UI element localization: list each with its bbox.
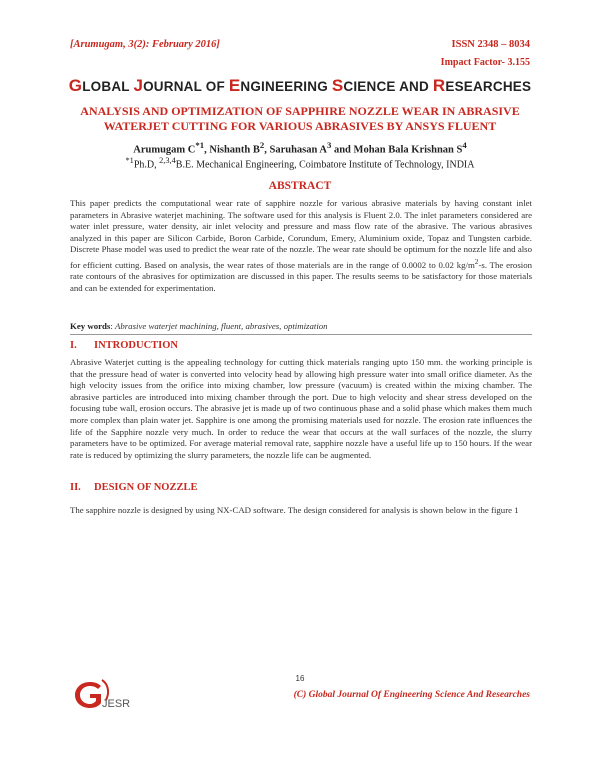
introduction-text: Abrasive Waterjet cutting is the appealing technology for cutting thick materials ranging upto 150 mm. the working principle is that the pressure head of water is converted into velocity head by allowing high pressure water into small orifice diameter. As the high velocity issues from the orifice into mixing chamber, low pressure (vacuum) is created within the mixing chamber. The abrasive particles are introduced into mixing chamber through the port. Due to high velocity and shear stress developed on the focusing tube wall, erosion occurs. The abrasive jet is made up of two continuous phase and a solid phase which makes them much more complex than plain water jet. Sapphire is one among the promising materials used for nozzle. The erosion rate influences the life of the Sapphire nozzle very much. In order to reduce the wear that occurs at the wall surfaces of the nozzle, the slurry parameters have to be optimized. For average material removal rate, sapphire nozzle have a useful life up to 150 hours. If the wear rate is reduced by optimizing the slurry parameters, the nozzle life can be augmented. [70,357,532,460]
design-text: The sapphire nozzle is designed by using NX-CAD software. The design considered for analysis is shown below in the figure 1 [70,505,519,515]
section-heading-design-of-nozzle: II. DESIGN OF NOZZLE [70,482,198,493]
impact-factor: Impact Factor- 3.155 [440,57,530,68]
section-heading-introduction: I. INTRODUCTION [70,340,179,351]
affiliation: $^{*1}$Ph.D, $^{2,3,4}$B.E. Mechanical Engineering, Coimbatore Institute of Technology, INDIA [125,156,475,171]
abstract-text: This paper predicts the computational wear rate of sapphire nozzle for various abrasive materials by having constant inlet parameters in Abrasive waterjet machining. The software used for this analysis is Fluent 2.0. The inlet parameters considered are water inlet pressure, water density, air inlet velocity and pressure and mass flow rate of the abrasive. The various abrasives analyzed in this paper are Silicon Carbide, Boron Carbide, Corundum, Emery, Aluminium oxide, Topaz and Tungsten carbide. Discrete Phase model was used to predict the wear rate of the nozzle. The wear rate should be optimum for the nozzle life and also for efficient cutting. Based on analysis, the wear rates of those materials are in the range of 0.0002 to 0.02 $kg/m^2-s$. The erosion rate contours of the abrasives for optimization are discussed in this paper. The results seems to be satisfactory for those materials and can be extended for experimentation. [70,198,532,294]
keywords: Key words: Abrasive waterjet machining, fluent, abrasives, optimization [70,321,328,331]
issn-header: ISSN 2348 – 8034 [451,39,530,50]
page-number: 16 [295,674,305,683]
gjesr-logo [72,676,142,712]
citation-header: [Arumugam, 3(2): February 2016] [70,39,220,50]
logo-text: JESR [102,698,131,710]
journal-title: GLOBAL JOURNAL OF ENGINEERING SCIENCE AND RESEARCHES [68,76,532,95]
paper-title-line-1: ANALYSIS AND OPTIMIZATION OF SAPPHIRE NOZZLE WEAR IN ABRASIVE [80,104,520,118]
footer-copyright: (C) Global Journal Of Engineering Science And Researches [293,690,530,700]
paper-title [60,104,540,134]
paper-title-line-2: WATERJET CUTTING FOR VARIOUS ABRASIVES BY ANSYS FLUENT [103,119,497,133]
author-list: Arumugam $C^{*1}$, Nishanth $B^2$, Saruhasan $A^3$ and Mohan Bala Krishnan $S^4$ [133,140,467,156]
abstract-heading: ABSTRACT [268,180,332,192]
keywords-divider [70,334,532,335]
